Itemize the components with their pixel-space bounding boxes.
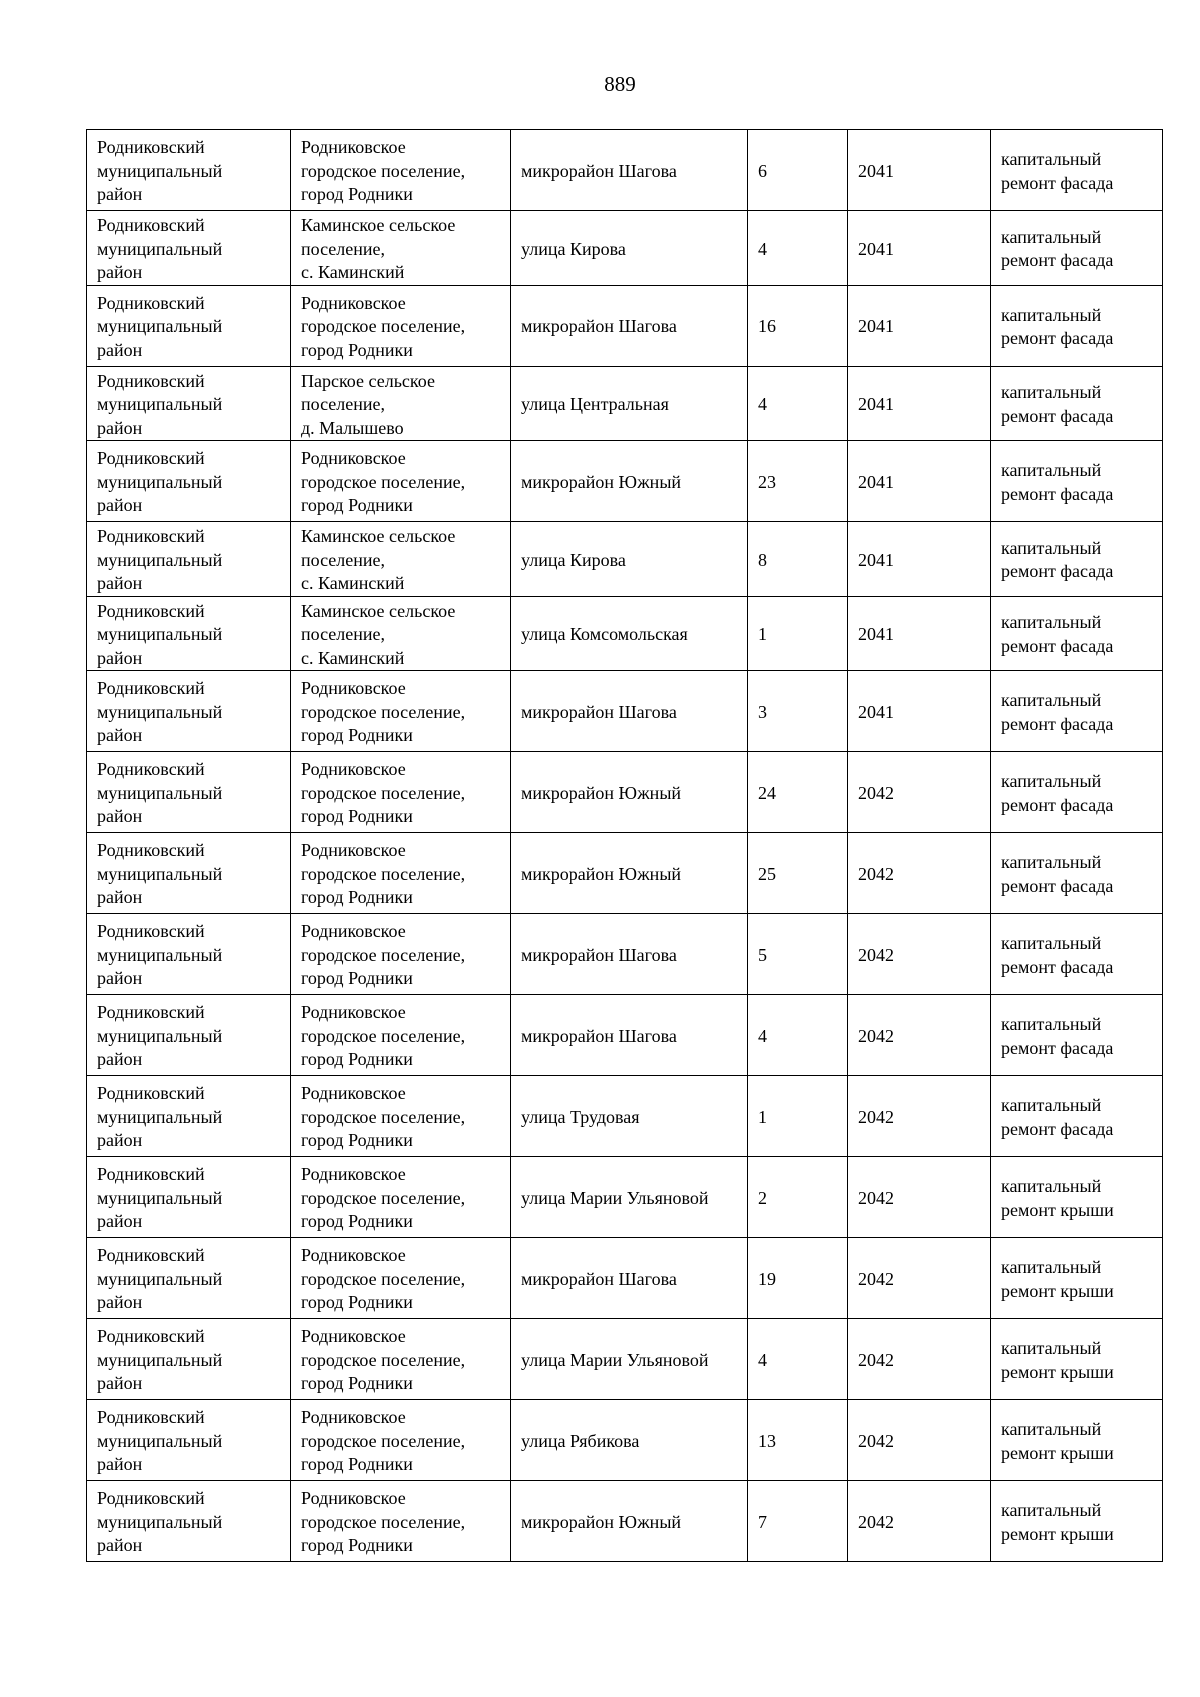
table-row (87, 1481, 1163, 1562)
page-number: 889 (604, 72, 636, 96)
house-number-cell: 4 (748, 366, 848, 441)
table-row (87, 285, 1163, 366)
work-type-cell: капитальный ремонт фасада (991, 522, 1163, 597)
house-number-cell: 1 (748, 1076, 848, 1157)
street-cell: улица Кирова (511, 522, 748, 597)
district-cell: Родниковский муниципальный район (87, 285, 291, 366)
year-cell: 2042 (848, 1157, 991, 1238)
street-cell: микрорайон Южный (511, 752, 748, 833)
house-number-cell: 13 (748, 1400, 848, 1481)
year-cell: 2041 (848, 671, 991, 752)
house-number-cell: 23 (748, 441, 848, 522)
table-row (87, 833, 1163, 914)
table-row (87, 130, 1163, 211)
settlement-cell: Родниковское городское поселение, город Родники (291, 1319, 511, 1400)
settlement-cell: Родниковское городское поселение, город Родники (291, 752, 511, 833)
street-cell: улица Трудовая (511, 1076, 748, 1157)
settlement-cell: Родниковское городское поселение, город Родники (291, 1076, 511, 1157)
settlement-cell: Родниковское городское поселение, город Родники (291, 1400, 511, 1481)
table-row (87, 596, 1163, 671)
work-type-cell: капитальный ремонт крыши (991, 1157, 1163, 1238)
work-type-cell: капитальный ремонт фасада (991, 671, 1163, 752)
work-type-cell: капитальный ремонт фасада (991, 914, 1163, 995)
house-number-cell: 2 (748, 1157, 848, 1238)
table-row (87, 1400, 1163, 1481)
table-body (87, 130, 1163, 1562)
year-cell: 2042 (848, 1481, 991, 1562)
settlement-cell: Каминское сельское поселение, с. Каминский (291, 596, 511, 671)
settlement-cell: Родниковское городское поселение, город Родники (291, 285, 511, 366)
street-cell: микрорайон Южный (511, 441, 748, 522)
district-cell: Родниковский муниципальный район (87, 1481, 291, 1562)
district-cell: Родниковский муниципальный район (87, 752, 291, 833)
table-row (87, 995, 1163, 1076)
year-cell: 2041 (848, 130, 991, 211)
house-number-cell: 5 (748, 914, 848, 995)
year-cell: 2041 (848, 211, 991, 286)
house-number-cell: 25 (748, 833, 848, 914)
settlement-cell: Родниковское городское поселение, город Родники (291, 1157, 511, 1238)
work-type-cell: капитальный ремонт крыши (991, 1400, 1163, 1481)
year-cell: 2042 (848, 1319, 991, 1400)
district-cell: Родниковский муниципальный район (87, 596, 291, 671)
district-cell: Родниковский муниципальный район (87, 130, 291, 211)
work-type-cell: капитальный ремонт фасада (991, 752, 1163, 833)
district-cell: Родниковский муниципальный район (87, 366, 291, 441)
year-cell: 2041 (848, 366, 991, 441)
settlement-cell: Родниковское городское поселение, город Родники (291, 1238, 511, 1319)
work-type-cell: капитальный ремонт фасада (991, 995, 1163, 1076)
work-type-cell: капитальный ремонт фасада (991, 211, 1163, 286)
house-number-cell: 4 (748, 995, 848, 1076)
district-cell: Родниковский муниципальный район (87, 1157, 291, 1238)
street-cell: микрорайон Южный (511, 1481, 748, 1562)
year-cell: 2041 (848, 441, 991, 522)
year-cell: 2042 (848, 752, 991, 833)
work-type-cell: капитальный ремонт фасада (991, 441, 1163, 522)
table-row (87, 752, 1163, 833)
district-cell: Родниковский муниципальный район (87, 914, 291, 995)
street-cell: улица Кирова (511, 211, 748, 286)
table-row (87, 671, 1163, 752)
settlement-cell: Родниковское городское поселение, город Родники (291, 441, 511, 522)
table-row (87, 914, 1163, 995)
table-row (87, 1238, 1163, 1319)
year-cell: 2041 (848, 522, 991, 597)
street-cell: улица Центральная (511, 366, 748, 441)
table-row (87, 522, 1163, 597)
table-row (87, 211, 1163, 286)
settlement-cell: Родниковское городское поселение, город Родники (291, 1481, 511, 1562)
work-type-cell: капитальный ремонт крыши (991, 1319, 1163, 1400)
house-number-cell: 19 (748, 1238, 848, 1319)
year-cell: 2042 (848, 995, 991, 1076)
settlement-cell: Родниковское городское поселение, город Родники (291, 833, 511, 914)
repair-schedule-table (86, 129, 1163, 1562)
year-cell: 2042 (848, 1400, 991, 1481)
year-cell: 2041 (848, 285, 991, 366)
district-cell: Родниковский муниципальный район (87, 522, 291, 597)
street-cell: улица Марии Ульяновой (511, 1157, 748, 1238)
table-row (87, 1076, 1163, 1157)
work-type-cell: капитальный ремонт фасада (991, 596, 1163, 671)
street-cell: микрорайон Шагова (511, 285, 748, 366)
year-cell: 2042 (848, 914, 991, 995)
district-cell: Родниковский муниципальный район (87, 1238, 291, 1319)
work-type-cell: капитальный ремонт фасада (991, 285, 1163, 366)
work-type-cell: капитальный ремонт крыши (991, 1238, 1163, 1319)
work-type-cell: капитальный ремонт фасада (991, 833, 1163, 914)
street-cell: улица Марии Ульяновой (511, 1319, 748, 1400)
work-type-cell: капитальный ремонт фасада (991, 1076, 1163, 1157)
work-type-cell: капитальный ремонт крыши (991, 1481, 1163, 1562)
work-type-cell: капитальный ремонт фасада (991, 366, 1163, 441)
settlement-cell: Родниковское городское поселение, город Родники (291, 671, 511, 752)
settlement-cell: Родниковское городское поселение, город Родники (291, 130, 511, 211)
work-type-cell: капитальный ремонт фасада (991, 130, 1163, 211)
district-cell: Родниковский муниципальный район (87, 1319, 291, 1400)
street-cell: микрорайон Шагова (511, 1238, 748, 1319)
table-row (87, 1157, 1163, 1238)
street-cell: улица Комсомольская (511, 596, 748, 671)
table-row (87, 441, 1163, 522)
district-cell: Родниковский муниципальный район (87, 1076, 291, 1157)
street-cell: улица Рябикова (511, 1400, 748, 1481)
settlement-cell: Каминское сельское поселение, с. Каминский (291, 211, 511, 286)
house-number-cell: 1 (748, 596, 848, 671)
house-number-cell: 4 (748, 1319, 848, 1400)
table-row (87, 366, 1163, 441)
year-cell: 2041 (848, 596, 991, 671)
settlement-cell: Каминское сельское поселение, с. Каминский (291, 522, 511, 597)
district-cell: Родниковский муниципальный район (87, 211, 291, 286)
settlement-cell: Родниковское городское поселение, город Родники (291, 914, 511, 995)
district-cell: Родниковский муниципальный район (87, 995, 291, 1076)
street-cell: микрорайон Шагова (511, 914, 748, 995)
settlement-cell: Парское сельское поселение, д. Малышево (291, 366, 511, 441)
district-cell: Родниковский муниципальный район (87, 441, 291, 522)
district-cell: Родниковский муниципальный район (87, 833, 291, 914)
table-row (87, 1319, 1163, 1400)
house-number-cell: 16 (748, 285, 848, 366)
house-number-cell: 7 (748, 1481, 848, 1562)
house-number-cell: 4 (748, 211, 848, 286)
house-number-cell: 8 (748, 522, 848, 597)
district-cell: Родниковский муниципальный район (87, 1400, 291, 1481)
year-cell: 2042 (848, 1076, 991, 1157)
year-cell: 2042 (848, 833, 991, 914)
house-number-cell: 6 (748, 130, 848, 211)
year-cell: 2042 (848, 1238, 991, 1319)
house-number-cell: 24 (748, 752, 848, 833)
settlement-cell: Родниковское городское поселение, город Родники (291, 995, 511, 1076)
district-cell: Родниковский муниципальный район (87, 671, 291, 752)
house-number-cell: 3 (748, 671, 848, 752)
street-cell: микрорайон Южный (511, 833, 748, 914)
street-cell: микрорайон Шагова (511, 671, 748, 752)
street-cell: микрорайон Шагова (511, 995, 748, 1076)
street-cell: микрорайон Шагова (511, 130, 748, 211)
